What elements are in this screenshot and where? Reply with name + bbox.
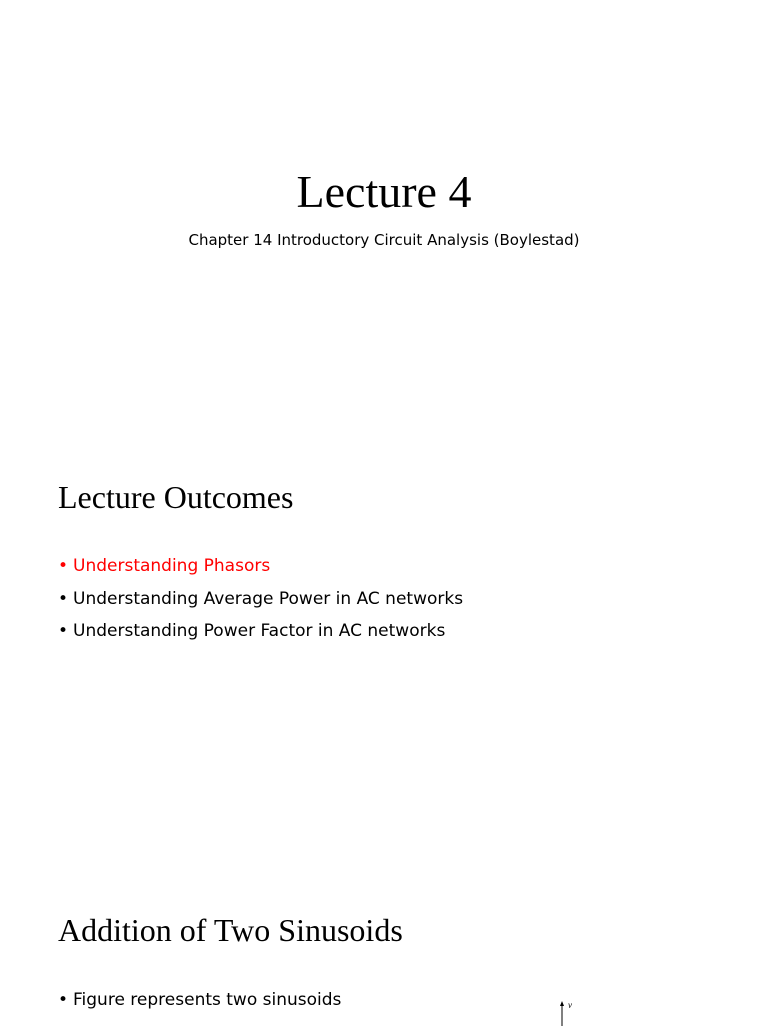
- list-item-text: Understanding Phasors: [73, 556, 271, 576]
- list-item: [58, 984, 341, 1017]
- axis-label: v: [568, 1000, 572, 1010]
- bullet-icon: •: [58, 990, 69, 1010]
- sinusoids-list: [58, 984, 341, 1017]
- bullet-icon: •: [58, 588, 69, 609]
- lecture-title: Lecture 4: [296, 166, 472, 217]
- list-item-text: Understanding Average Power in AC networks: [73, 588, 464, 609]
- list-item-text: Understanding Power Factor in AC networks: [73, 621, 446, 641]
- sinusoids-heading: Addition of Two Sinusoids: [58, 912, 403, 948]
- slide-outcomes: [0, 432, 768, 864]
- axis-arrow-icon: [560, 1001, 564, 1006]
- list-item-text: Figure represents two sinusoids: [73, 990, 342, 1010]
- list-item: [58, 550, 463, 583]
- lecture-subtitle: Chapter 14 Introductory Circuit Analysis (Boylestad): [188, 231, 580, 249]
- sinusoid-figure: [554, 1000, 584, 1026]
- slide-sinusoids: [0, 864, 768, 1024]
- slide-title: [0, 0, 768, 432]
- list-item: [58, 583, 463, 616]
- bullet-icon: •: [58, 621, 69, 641]
- bullet-icon: •: [58, 556, 69, 576]
- list-item: [58, 615, 463, 648]
- outcomes-list: [58, 550, 463, 648]
- outcomes-heading: Lecture Outcomes: [58, 479, 294, 515]
